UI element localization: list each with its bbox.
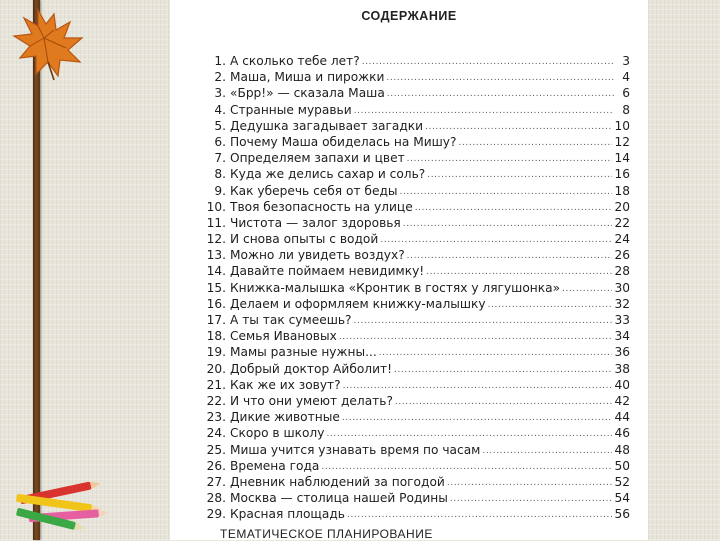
toc-entry-number: 10. <box>206 199 226 214</box>
toc-entry-page: 38 <box>614 361 630 376</box>
dot-leader <box>347 507 613 523</box>
toc-entry-title: А сколько тебе лет? <box>230 54 360 68</box>
toc-entry-number: 14. <box>206 264 226 279</box>
toc-entry-title: Определяем запахи и цвет <box>230 151 405 166</box>
toc-entry-page: 46 <box>614 426 630 441</box>
toc-entry-title: «Брр!» — сказала Маша <box>230 86 385 101</box>
toc-entry-number: 5. <box>214 118 226 133</box>
right-decor-panel <box>648 0 720 540</box>
toc-entry-title: Куда же делись сахар и соль? <box>230 167 426 182</box>
toc-entry <box>206 393 630 409</box>
toc-entry-page: 42 <box>614 393 630 408</box>
toc-entry <box>206 183 630 199</box>
toc-entry-number: 24. <box>206 426 226 441</box>
toc-entry-page: 20 <box>614 199 630 214</box>
dot-leader <box>380 232 612 248</box>
toc-entry <box>206 231 630 247</box>
dot-leader <box>387 86 614 102</box>
toc-entry-page: 48 <box>614 442 630 457</box>
toc-entry-title: Как уберечь себя от беды <box>230 183 398 198</box>
toc-entry-title: Как же их зовут? <box>230 377 341 392</box>
toc-entry-title: Маша, Миша и пирожки <box>230 70 385 85</box>
toc-list <box>206 53 630 522</box>
toc-entry <box>206 344 630 360</box>
dot-leader <box>403 216 613 232</box>
toc-entry-number: 8. <box>214 167 226 182</box>
toc-entry-title: Времена года <box>230 458 320 473</box>
toc-entry <box>206 377 630 393</box>
toc-entry <box>206 215 630 231</box>
toc-entry <box>206 166 630 182</box>
toc-entry-number: 11. <box>206 215 226 230</box>
toc-entry-number: 17. <box>206 313 226 327</box>
dot-leader <box>459 135 613 151</box>
toc-entry-page: 22 <box>614 215 630 230</box>
toc-entry-number: 6. <box>214 134 226 149</box>
dot-leader <box>407 248 613 264</box>
toc-entry-number: 25. <box>206 442 226 457</box>
toc-entry-page: 3 <box>622 54 630 68</box>
toc-entry <box>206 506 630 522</box>
dot-leader <box>415 200 613 216</box>
toc-entry <box>206 328 630 344</box>
toc-entry-number: 27. <box>206 474 226 489</box>
section-heading: ТЕМАТИЧЕСКОЕ ПЛАНИРОВАНИЕ <box>220 527 433 541</box>
toc-entry <box>206 69 630 85</box>
dot-leader <box>354 313 613 329</box>
toc-entry-title: Делаем и оформляем книжку-малышку <box>230 296 486 311</box>
toc-entry-page: 26 <box>614 248 630 263</box>
toc-entry <box>206 85 630 101</box>
left-decor-panel <box>0 0 170 540</box>
dot-leader <box>425 119 612 135</box>
toc-entry-title: Твоя безопасность на улице <box>230 199 413 214</box>
toc-entry-title: А ты так сумеешь? <box>230 313 352 327</box>
toc-entry <box>206 442 630 458</box>
toc-entry <box>206 150 630 166</box>
toc-entry-number: 16. <box>206 296 226 311</box>
toc-entry-page: 33 <box>614 313 630 327</box>
toc-entry-title: И что они умеют делать? <box>230 393 393 408</box>
toc-entry <box>206 263 630 279</box>
toc-entry <box>206 361 630 377</box>
toc-entry-page: 14 <box>614 151 630 166</box>
toc-entry-title: Москва — столица нашей Родины <box>230 491 448 506</box>
toc-entry <box>206 118 630 134</box>
toc-entry-page: 50 <box>614 458 630 473</box>
toc-entry-page: 10 <box>614 118 630 133</box>
dot-leader <box>447 475 613 491</box>
toc-entry <box>206 490 630 506</box>
dot-leader <box>395 394 613 410</box>
toc-entry-page: 16 <box>614 167 630 182</box>
toc-entry-page: 24 <box>614 232 630 247</box>
toc-entry-title: Можно ли увидеть воздух? <box>230 248 405 263</box>
toc-entry-title: Миша учится узнавать время по часам <box>230 442 481 457</box>
toc-entry-number: 26. <box>206 458 226 473</box>
toc-entry-number: 7. <box>214 151 226 166</box>
toc-entry-number: 13. <box>206 248 226 263</box>
toc-entry <box>206 199 630 215</box>
toc-entry-number: 21. <box>206 377 226 392</box>
dot-leader <box>407 151 613 167</box>
dot-leader <box>379 345 613 361</box>
toc-entry-number: 12. <box>206 232 226 247</box>
dot-leader <box>426 264 612 280</box>
dot-leader <box>321 459 612 475</box>
toc-entry-page: 40 <box>614 377 630 392</box>
toc-entry-title: Скоро в школу <box>230 426 325 441</box>
dot-leader <box>562 281 612 297</box>
toc-entry <box>206 425 630 441</box>
toc-entry-page: 30 <box>614 280 630 295</box>
toc-entry-number: 20. <box>206 361 226 376</box>
toc-entry-number: 22. <box>206 393 226 408</box>
toc-entry <box>206 409 630 425</box>
dot-leader <box>326 426 612 442</box>
toc-entry-title: И снова опыты с водой <box>230 232 379 247</box>
toc-entry-page: 4 <box>622 70 630 85</box>
toc-entry <box>206 247 630 263</box>
dot-leader <box>450 491 613 507</box>
dot-leader <box>482 443 612 459</box>
toc-entry-page: 44 <box>614 410 630 425</box>
dot-leader <box>394 362 613 378</box>
toc-entry-page: 18 <box>614 183 630 198</box>
toc-entry <box>206 296 630 312</box>
toc-entry <box>206 280 630 296</box>
toc-entry-number: 18. <box>206 329 226 344</box>
toc-entry <box>206 474 630 490</box>
toc-entry-title: Дневник наблюдений за погодой <box>230 474 445 489</box>
toc-entry-page: 8 <box>622 102 630 117</box>
toc-entry-title: Странные муравьи <box>230 102 352 117</box>
dot-leader <box>386 70 614 86</box>
toc-entry-number: 23. <box>206 410 226 425</box>
toc-entry-title: Дикие животные <box>230 410 340 425</box>
toc-entry <box>206 53 630 69</box>
dot-leader <box>362 54 614 70</box>
toc-entry-number: 3. <box>214 86 226 101</box>
crayons-icon <box>6 474 116 534</box>
autumn-leaf-icon <box>8 4 98 84</box>
dot-leader <box>339 329 613 345</box>
toc-entry-number: 19. <box>206 345 226 360</box>
toc-entry-title: Мамы разные нужны... <box>230 345 377 360</box>
toc-entry-title: Семья Ивановых <box>230 329 337 344</box>
toc-entry-number: 29. <box>206 507 226 522</box>
toc-entry-page: 28 <box>614 264 630 279</box>
toc-entry-title: Книжка-малышка «Кронтик в гостях у лягушонка» <box>230 280 561 295</box>
toc-entry <box>206 102 630 118</box>
toc-entry-title: Давайте поймаем невидимку! <box>230 264 425 279</box>
toc-entry-page: 34 <box>614 329 630 344</box>
toc-page <box>170 0 648 540</box>
toc-entry <box>206 134 630 150</box>
dot-leader <box>400 184 613 200</box>
toc-entry-page: 36 <box>614 345 630 360</box>
toc-entry-number: 1. <box>214 54 226 68</box>
toc-entry-number: 15. <box>206 280 226 295</box>
page-title: СОДЕРЖАНИЕ <box>361 9 457 23</box>
toc-entry-page: 6 <box>622 86 630 101</box>
toc-entry-number: 9. <box>214 183 226 198</box>
toc-entry-number: 28. <box>206 491 226 506</box>
toc-entry-page: 54 <box>614 491 630 506</box>
dot-leader <box>342 410 613 426</box>
toc-entry-title: Красная площадь <box>230 507 345 522</box>
toc-entry-page: 32 <box>614 296 630 311</box>
toc-entry-page: 56 <box>614 507 630 522</box>
toc-entry-page: 52 <box>614 474 630 489</box>
toc-entry <box>206 312 630 328</box>
toc-entry-title: Добрый доктор Айболит! <box>230 361 392 376</box>
toc-entry-title: Почему Маша обиделась на Мишу? <box>230 134 457 149</box>
toc-entry <box>206 458 630 474</box>
dot-leader <box>354 103 614 119</box>
toc-entry-title: Дедушка загадывает загадки <box>230 118 424 133</box>
toc-entry-number: 4. <box>214 102 226 117</box>
toc-entry-page: 12 <box>614 134 630 149</box>
dot-leader <box>488 297 613 313</box>
toc-entry-title: Чистота — залог здоровья <box>230 215 401 230</box>
toc-entry-number: 2. <box>214 70 226 85</box>
dot-leader <box>427 167 612 183</box>
dot-leader <box>343 378 613 394</box>
